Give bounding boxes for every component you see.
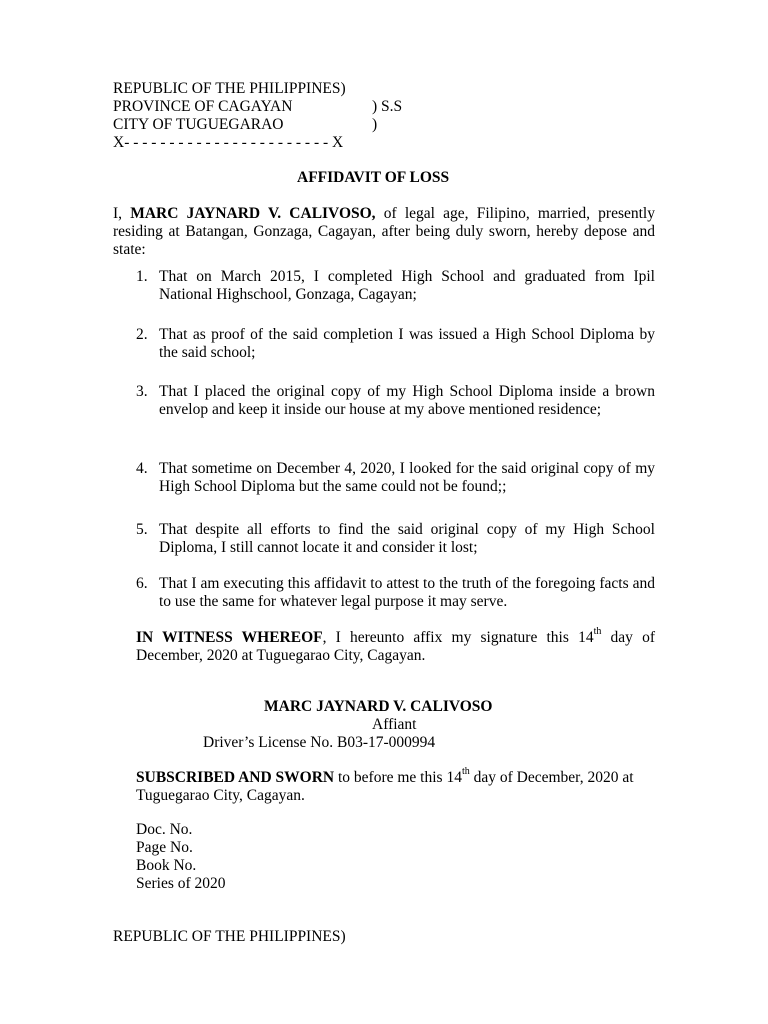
witness-text-2: day of December, 2020 at Tuguegarao City, Cagayan. [136, 629, 655, 664]
list-item-text: That on March 2015, I completed High School and graduated from Ipil National Highschool, Gonzaga, Cagayan; [159, 268, 655, 303]
list-item-number: 6. [136, 575, 148, 592]
list-item-text: That I placed the original copy of my High School Diploma inside a brown envelop and keep it inside our house at my above mentioned residence; [159, 383, 655, 418]
affiant-license: Driver’s License No. B03-17-000994 [203, 734, 436, 751]
list-item-number: 3. [136, 383, 148, 400]
list-item-text: That sometime on December 4, 2020, I looked for the said original copy of my High School Diploma but the same could not be found;; [159, 460, 655, 495]
witness-text-1: , I hereunto affix my signature this 14 [322, 629, 594, 646]
intro-text: of legal age, Filipino, married, presently residing at Batangan, Gonzaga, Cagayan, after being duly sworn, hereby depose and state: [113, 205, 655, 258]
list-item-number: 4. [136, 460, 148, 477]
affiant-role: Affiant [372, 716, 417, 733]
list-item-number: 2. [136, 326, 148, 343]
list-item-number: 1. [136, 268, 148, 285]
witness-ordinal: th [593, 625, 602, 637]
intro-prefix: I, [113, 205, 131, 222]
subscribed-text-1: to before me this 14 [334, 769, 462, 786]
list-item [136, 521, 655, 557]
list-item-text: That despite all efforts to find the said original copy of my High School Diploma, I still cannot locate it and consider it lost; [159, 521, 655, 556]
list-item [136, 383, 655, 419]
list-item [136, 575, 655, 611]
list-item-text: That I am executing this affidavit to attest to the truth of the foregoing facts and to use the same for whatever legal purpose it may serve. [159, 575, 655, 610]
list-item [136, 326, 655, 362]
list-item-text: That as proof of the said completion I was issued a High School Diploma by the said school; [159, 326, 655, 361]
caption-republic: REPUBLIC OF THE PHILIPPINES) [113, 80, 346, 97]
caption-ss: ) S.S [372, 98, 403, 115]
subscribed-ordinal: th [461, 765, 470, 777]
footer-republic: REPUBLIC OF THE PHILIPPINES) [113, 928, 346, 945]
affiant-name: MARC JAYNARD V. CALIVOSO [264, 698, 493, 715]
subscribed-text-2: day of December, 2020 at Tuguegarao City, Cagayan. [136, 769, 634, 804]
list-item [136, 460, 655, 496]
caption-city: CITY OF TUGUEGARAO [113, 116, 284, 133]
witness-paragraph [136, 625, 655, 665]
caption-separator: X- - - - - - - - - - - - - - - - - - - - - - - X [113, 134, 344, 151]
caption-city-paren: ) [372, 116, 378, 133]
notary-book-no: Book No. [136, 857, 197, 874]
affiant-name-intro: MARC JAYNARD V. CALIVOSO, [130, 205, 376, 222]
subscribed-heading: SUBSCRIBED AND SWORN [136, 769, 335, 786]
notary-doc-no: Doc. No. [136, 821, 193, 838]
caption-province: PROVINCE OF CAGAYAN [113, 98, 293, 115]
notary-series: Series of 2020 [136, 875, 226, 892]
list-item-number: 5. [136, 521, 148, 538]
list-item [136, 268, 655, 304]
intro-paragraph [113, 205, 655, 259]
witness-heading: IN WITNESS WHEREOF [136, 629, 323, 646]
subscribed-paragraph [136, 765, 655, 805]
notary-page-no: Page No. [136, 839, 193, 856]
document-title: AFFIDAVIT OF LOSS [297, 169, 450, 186]
